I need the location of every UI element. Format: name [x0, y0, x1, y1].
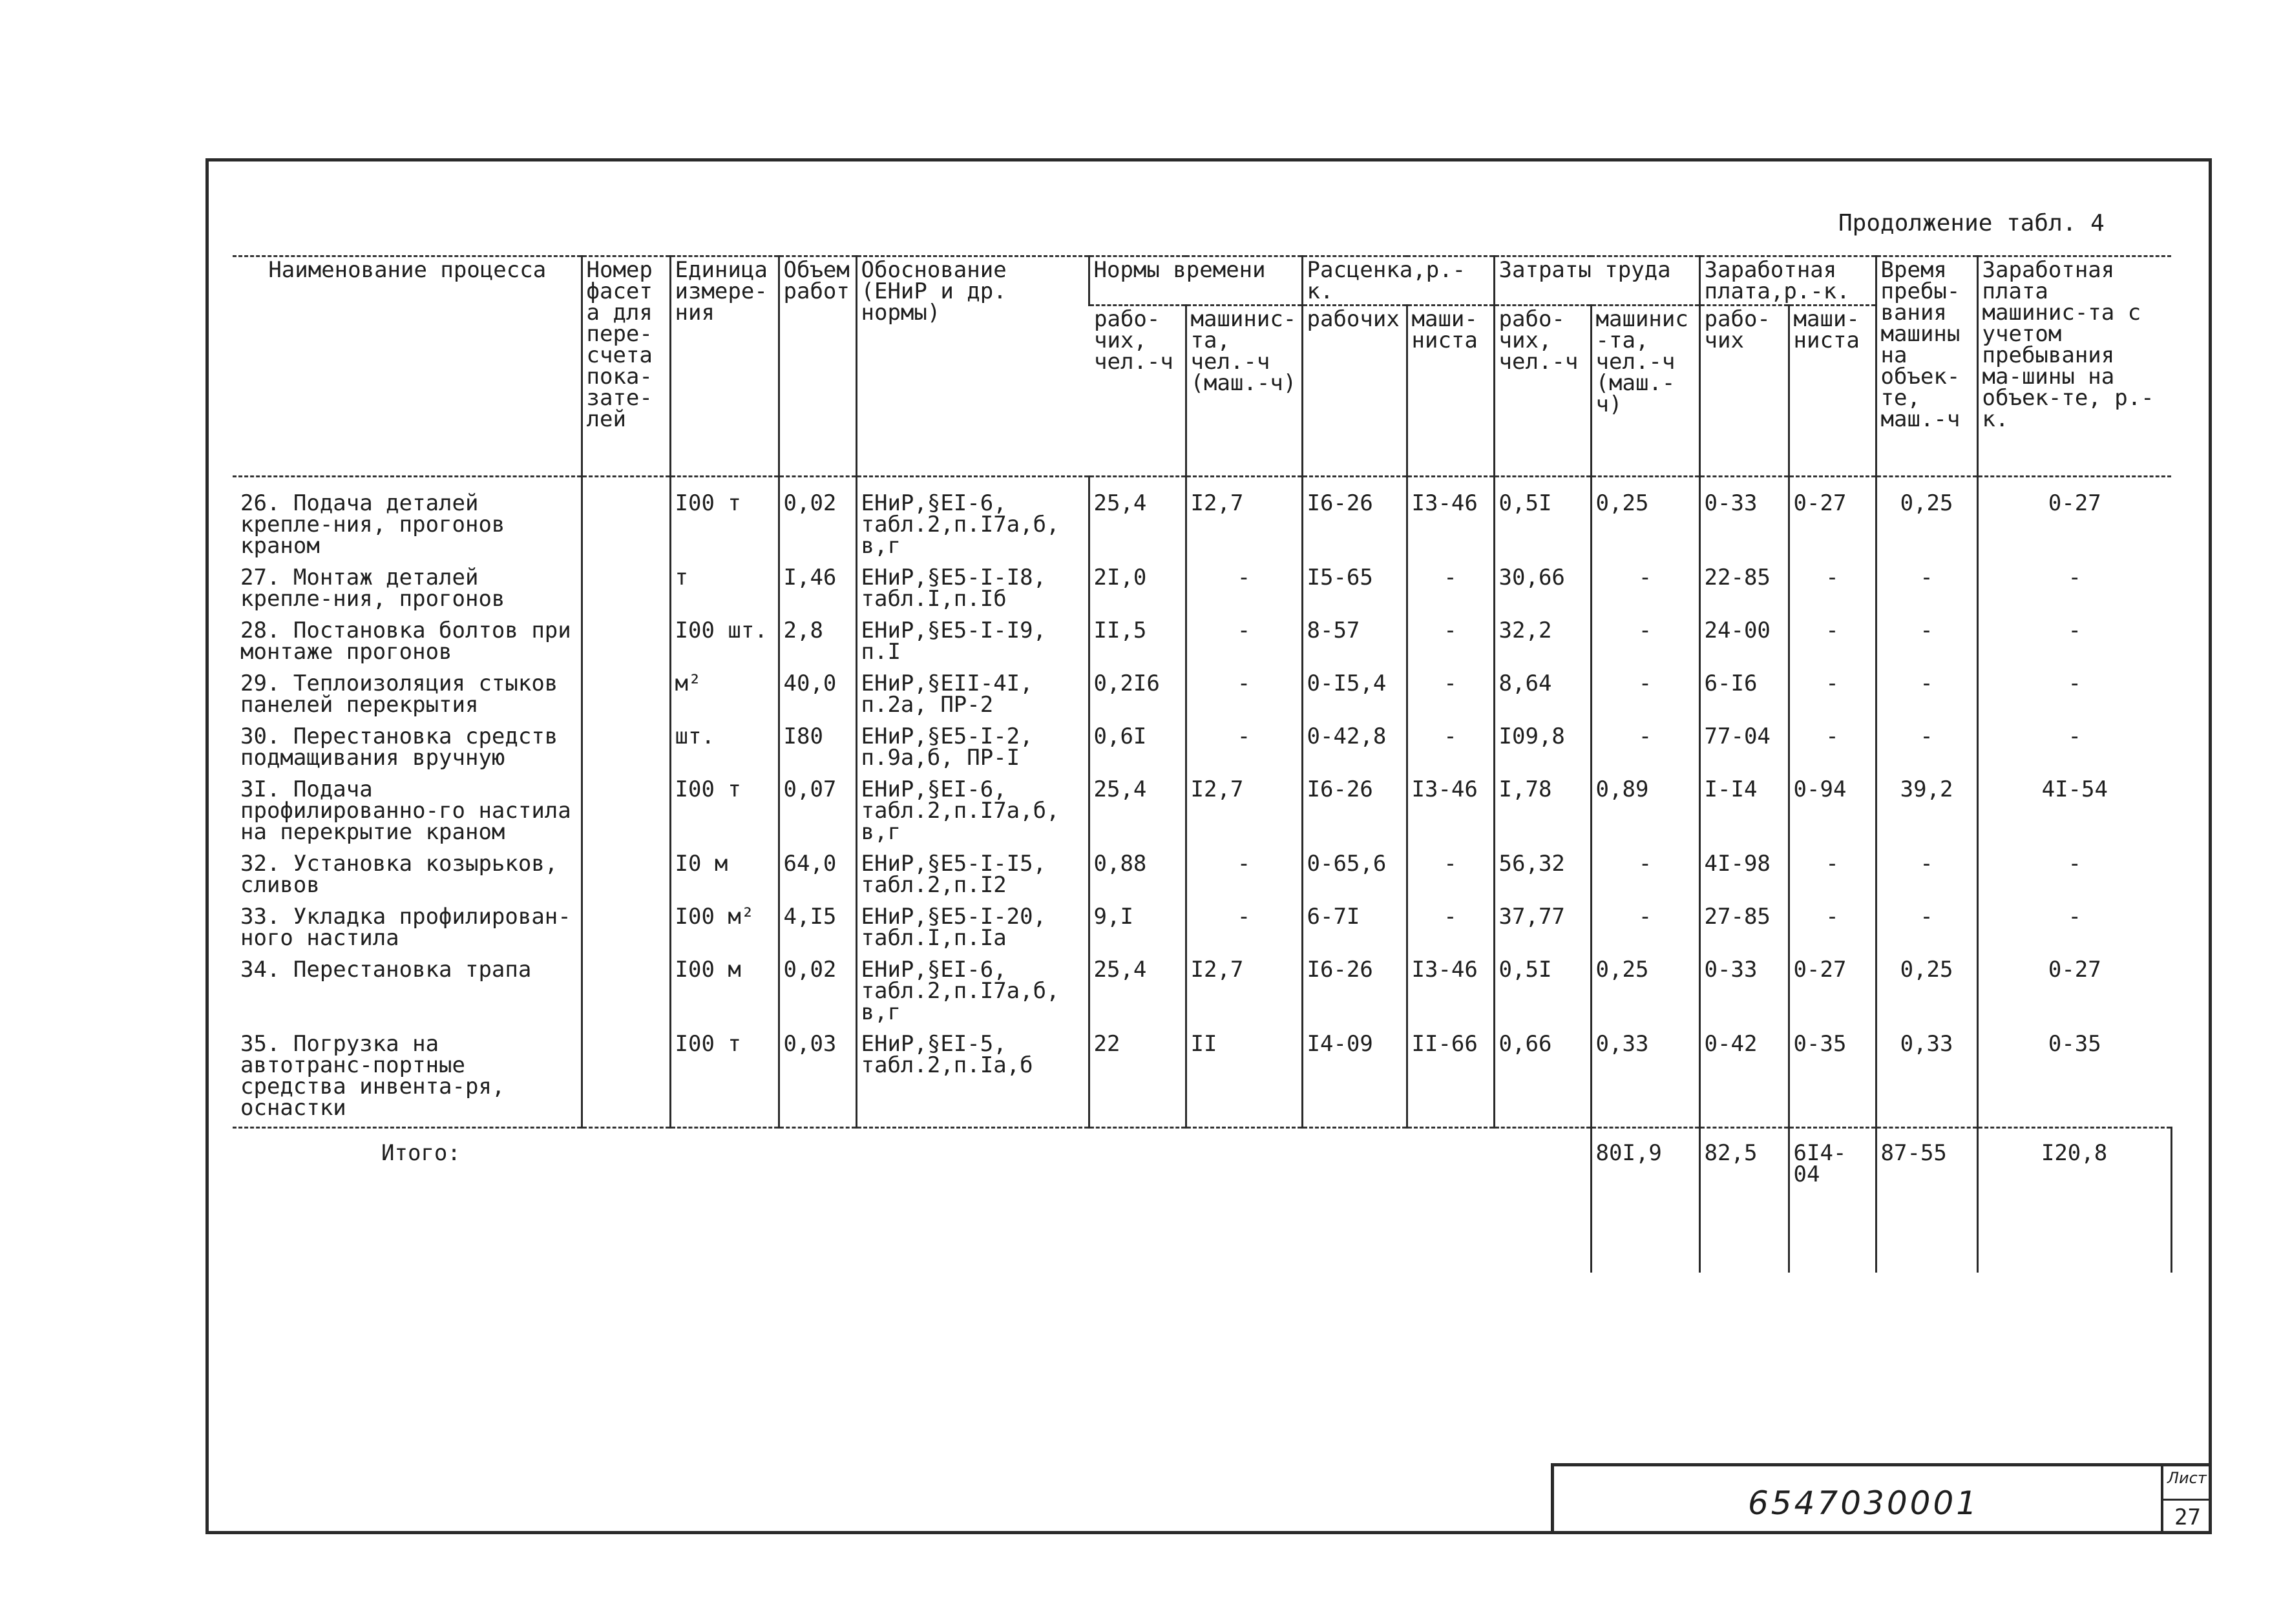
rate-machinist: I3-46: [1407, 477, 1494, 565]
labor-machinist: -: [1591, 565, 1699, 618]
labor-machinist: -: [1591, 618, 1699, 671]
wage-total: 0-35: [1977, 1031, 2171, 1128]
wage-workers: 22-85: [1699, 565, 1789, 618]
labor-machinist: -: [1591, 724, 1699, 776]
unit: I0 м: [670, 851, 779, 904]
wage-total: -: [1977, 851, 2171, 904]
labor-machinist: 0,89: [1591, 776, 1699, 851]
wage-total: 0-27: [1977, 957, 2171, 1031]
rate-workers: I6-26: [1302, 957, 1407, 1031]
table-row: [233, 671, 2171, 724]
labor-machinist: -: [1591, 904, 1699, 957]
labor-workers: 30,66: [1494, 565, 1591, 618]
header-wage-workers: рабо-чих: [1699, 306, 1789, 477]
wage-workers: 0-33: [1699, 477, 1789, 565]
unit: I00 т: [670, 776, 779, 851]
labor-machinist: 0,25: [1591, 957, 1699, 1031]
volume: 2,8: [779, 618, 856, 671]
labor-workers: 37,77: [1494, 904, 1591, 957]
unit: I00 шт.: [670, 618, 779, 671]
sheet-box: [2161, 1466, 2212, 1534]
wage-machinist: -: [1789, 618, 1876, 671]
labor-workers: 8,64: [1494, 671, 1591, 724]
header-wage-machinist: маши-ниста: [1789, 306, 1876, 477]
wage-workers: 6-I6: [1699, 671, 1789, 724]
rate-workers: 0-65,6: [1302, 851, 1407, 904]
header-norms-machinist: машинис-та, чел.-ч (маш.-ч): [1186, 306, 1302, 477]
header-labor-workers: рабо-чих, чел.-ч: [1494, 306, 1591, 477]
total-labor-workers: 80I,9: [1591, 1128, 1699, 1273]
header-volume: Объем работ: [779, 256, 856, 477]
wage-machinist: -: [1789, 671, 1876, 724]
rate-machinist: -: [1407, 904, 1494, 957]
wage-workers: 0-42: [1699, 1031, 1789, 1128]
process-name: 33. Укладка профилирован-ного настила: [240, 904, 571, 951]
wage-total: -: [1977, 618, 2171, 671]
labor-workers: 0,5I: [1494, 957, 1591, 1031]
wage-workers: 0-33: [1699, 957, 1789, 1031]
machine-time: -: [1876, 618, 1977, 671]
wage-machinist: -: [1789, 904, 1876, 957]
rate-workers: 0-42,8: [1302, 724, 1407, 776]
document-code: 6547030001: [1748, 1484, 1980, 1522]
norm-machinist: I2,7: [1186, 776, 1302, 851]
machine-time: -: [1876, 904, 1977, 957]
unit: м²: [670, 671, 779, 724]
norm-workers: 0,6I: [1089, 724, 1186, 776]
rate-workers: I5-65: [1302, 565, 1407, 618]
rate-workers: 6-7I: [1302, 904, 1407, 957]
table-row: [233, 776, 2171, 851]
facet-number: [582, 776, 670, 851]
facet-number: [582, 1031, 670, 1128]
machine-time: 39,2: [1876, 776, 1977, 851]
header-labor-machinist: машинис-та, чел.-ч (маш.-ч): [1591, 306, 1699, 477]
table-body: [233, 477, 2171, 1128]
process-name: 30. Перестановка средств подмащивания вручную: [240, 724, 558, 771]
table-row: [233, 851, 2171, 904]
norm-machinist: -: [1186, 618, 1302, 671]
volume: 0,07: [779, 776, 856, 851]
machine-time: -: [1876, 565, 1977, 618]
rate-workers: 8-57: [1302, 618, 1407, 671]
facet-number: [582, 671, 670, 724]
volume: 0,02: [779, 477, 856, 565]
norm-basis: ЕНиР,§Е5-I-2, п.9а,б, ПР-I: [856, 724, 1089, 776]
norm-machinist: -: [1186, 671, 1302, 724]
header-rate-workers: рабочих: [1302, 306, 1407, 477]
wage-total: 0-27: [1977, 477, 2171, 565]
volume: 0,03: [779, 1031, 856, 1128]
wage-machinist: -: [1789, 724, 1876, 776]
labor-machinist: 0,33: [1591, 1031, 1699, 1128]
total-label: Итого:: [233, 1128, 1591, 1273]
wage-workers: 77-04: [1699, 724, 1789, 776]
norm-workers: 25,4: [1089, 957, 1186, 1031]
norm-workers: 2I,0: [1089, 565, 1186, 618]
table-row: [233, 477, 2171, 565]
table-row: [233, 618, 2171, 671]
header-time: Время пребы-вания машины на объек-те, маш.-ч: [1876, 256, 1977, 477]
header-basis: Обоснование (ЕНиР и др. нормы): [856, 256, 1089, 477]
header-facet: Номер фасета для пере-счета пока-зате-лей: [582, 256, 670, 477]
norm-basis: ЕНиР,§Е5-I-20, табл.I,п.Iа: [856, 904, 1089, 957]
machine-time: -: [1876, 671, 1977, 724]
header-norms-workers: рабо-чих, чел.-ч: [1089, 306, 1186, 477]
norm-machinist: II: [1186, 1031, 1302, 1128]
table-row: [233, 904, 2171, 957]
wage-machinist: 0-27: [1789, 477, 1876, 565]
total-time: I20,8: [1977, 1128, 2171, 1273]
wage-total: -: [1977, 904, 2171, 957]
header-labor: Затраты труда: [1494, 256, 1699, 306]
rate-machinist: I3-46: [1407, 957, 1494, 1031]
rate-machinist: -: [1407, 565, 1494, 618]
process-name: 29. Теплоизоляция стыков панелей перекрытия: [240, 671, 558, 718]
header-name: Наименование процесса: [233, 256, 582, 477]
norm-machinist: I2,7: [1186, 477, 1302, 565]
table-row: [233, 724, 2171, 776]
norm-basis: ЕНиР,§ЕII-4I, п.2а, ПР-2: [856, 671, 1089, 724]
rate-machinist: I3-46: [1407, 776, 1494, 851]
unit: I00 т: [670, 1031, 779, 1128]
process-name: 28. Постановка болтов при монтаже прогонов: [240, 618, 571, 665]
rate-machinist: II-66: [1407, 1031, 1494, 1128]
machine-time: -: [1876, 851, 1977, 904]
volume: 4,I5: [779, 904, 856, 957]
norm-basis: ЕНиР,§EI-6, табл.2,п.I7а,б, в,г: [856, 957, 1089, 1031]
rate-workers: I4-09: [1302, 1031, 1407, 1128]
machine-time: 0,25: [1876, 957, 1977, 1031]
facet-number: [582, 477, 670, 565]
wage-workers: 4I-98: [1699, 851, 1789, 904]
unit: шт.: [670, 724, 779, 776]
norm-basis: ЕНиР,§EI-5, табл.2,п.Iа,б: [856, 1031, 1089, 1128]
norm-workers: 25,4: [1089, 776, 1186, 851]
labor-workers: 56,32: [1494, 851, 1591, 904]
total-wage-machinist: 87-55: [1876, 1128, 1977, 1273]
sheet-label: Лист: [2167, 1469, 2207, 1487]
norm-basis: ЕНиР,§Е5-I-I8, табл.I,п.Iб: [856, 565, 1089, 618]
header-wage: Заработная плата,р.-к.: [1699, 256, 1876, 306]
wage-machinist: 0-94: [1789, 776, 1876, 851]
table-footer: [233, 1128, 2171, 1273]
process-name: 26. Подача деталей крепле-ния, прогонов краном: [233, 477, 582, 565]
total-wage-workers: 6I4-04: [1789, 1128, 1876, 1273]
title-block: [1551, 1463, 2212, 1534]
norm-workers: 22: [1089, 1031, 1186, 1128]
rate-machinist: -: [1407, 851, 1494, 904]
labor-machinist: 0,25: [1591, 477, 1699, 565]
wage-machinist: 0-27: [1789, 957, 1876, 1031]
work-norms-table: [233, 255, 2171, 1273]
norm-machinist: -: [1186, 851, 1302, 904]
norm-workers: 0,88: [1089, 851, 1186, 904]
volume: I80: [779, 724, 856, 776]
rate-workers: I6-26: [1302, 477, 1407, 565]
facet-number: [582, 618, 670, 671]
process-name: 32. Установка козырьков, сливов: [240, 851, 558, 898]
header-rate: Расценка,р.-к.: [1302, 256, 1494, 306]
labor-machinist: -: [1591, 851, 1699, 904]
norm-basis: ЕНиР,§Е5-I-I5, табл.2,п.I2: [856, 851, 1089, 904]
unit: I00 м²: [670, 904, 779, 957]
norm-machinist: -: [1186, 724, 1302, 776]
wage-total: -: [1977, 565, 2171, 618]
machine-time: 0,25: [1876, 477, 1977, 565]
wage-machinist: -: [1789, 565, 1876, 618]
volume: 0,02: [779, 957, 856, 1031]
wage-workers: 27-85: [1699, 904, 1789, 957]
wage-total: 4I-54: [1977, 776, 2171, 851]
rate-machinist: -: [1407, 724, 1494, 776]
labor-workers: 32,2: [1494, 618, 1591, 671]
table-header: [233, 256, 2171, 477]
facet-number: [582, 904, 670, 957]
machine-time: 0,33: [1876, 1031, 1977, 1128]
table-caption: Продолжение табл. 4: [1838, 210, 2105, 236]
norm-machinist: -: [1186, 565, 1302, 618]
wage-machinist: -: [1789, 851, 1876, 904]
process-name: 27. Монтаж деталей крепле-ния, прогонов: [240, 565, 505, 612]
facet-number: [582, 724, 670, 776]
table-row: [233, 565, 2171, 618]
norm-machinist: I2,7: [1186, 957, 1302, 1031]
labor-workers: 0,5I: [1494, 477, 1591, 565]
unit: I00 т: [670, 477, 779, 565]
volume: 64,0: [779, 851, 856, 904]
wage-total: -: [1977, 724, 2171, 776]
unit: т: [670, 565, 779, 618]
wage-workers: I-I4: [1699, 776, 1789, 851]
norm-workers: 9,I: [1089, 904, 1186, 957]
labor-machinist: -: [1591, 671, 1699, 724]
table-row: [233, 1031, 2171, 1128]
machine-time: -: [1876, 724, 1977, 776]
process-name: 34. Перестановка трапа: [240, 957, 532, 983]
facet-number: [582, 957, 670, 1031]
wage-total: -: [1977, 671, 2171, 724]
sheet-number: 27: [2163, 1499, 2212, 1530]
norm-machinist: -: [1186, 904, 1302, 957]
unit: I00 м: [670, 957, 779, 1031]
total-row: [233, 1128, 2171, 1273]
rate-workers: 0-I5,4: [1302, 671, 1407, 724]
total-labor-machinist: 82,5: [1699, 1128, 1789, 1273]
header-wage-total: Заработная плата машинис-та с учетом пребывания ма-шины на объек-те, р.-к.: [1977, 256, 2171, 477]
facet-number: [582, 565, 670, 618]
table-row: [233, 957, 2171, 1031]
labor-workers: I09,8: [1494, 724, 1591, 776]
header-norms: Нормы времени: [1089, 256, 1302, 306]
header-rate-machinist: маши-ниста: [1407, 306, 1494, 477]
norm-workers: II,5: [1089, 618, 1186, 671]
wage-workers: 24-00: [1699, 618, 1789, 671]
wage-machinist: 0-35: [1789, 1031, 1876, 1128]
rate-machinist: -: [1407, 618, 1494, 671]
rate-workers: I6-26: [1302, 776, 1407, 851]
volume: 40,0: [779, 671, 856, 724]
facet-number: [582, 851, 670, 904]
norm-workers: 0,2I6: [1089, 671, 1186, 724]
labor-workers: 0,66: [1494, 1031, 1591, 1128]
header-unit: Единица измере-ния: [670, 256, 779, 477]
rate-machinist: -: [1407, 671, 1494, 724]
process-name: 35. Погрузка на автотранс-портные средства инвента-ря, оснастки: [240, 1031, 505, 1121]
labor-workers: I,78: [1494, 776, 1591, 851]
norm-basis: ЕНиР,§EI-6, табл.2,п.I7а,б, в,г: [856, 477, 1089, 565]
norm-basis: ЕНиР,§Е5-I-I9, п.I: [856, 618, 1089, 671]
norm-basis: ЕНиР,§EI-6, табл.2,п.I7а,б, в,г: [856, 776, 1089, 851]
volume: I,46: [779, 565, 856, 618]
process-name: 3I. Подача профилированно-го настила на перекрытие краном: [240, 776, 571, 845]
norm-workers: 25,4: [1089, 477, 1186, 565]
